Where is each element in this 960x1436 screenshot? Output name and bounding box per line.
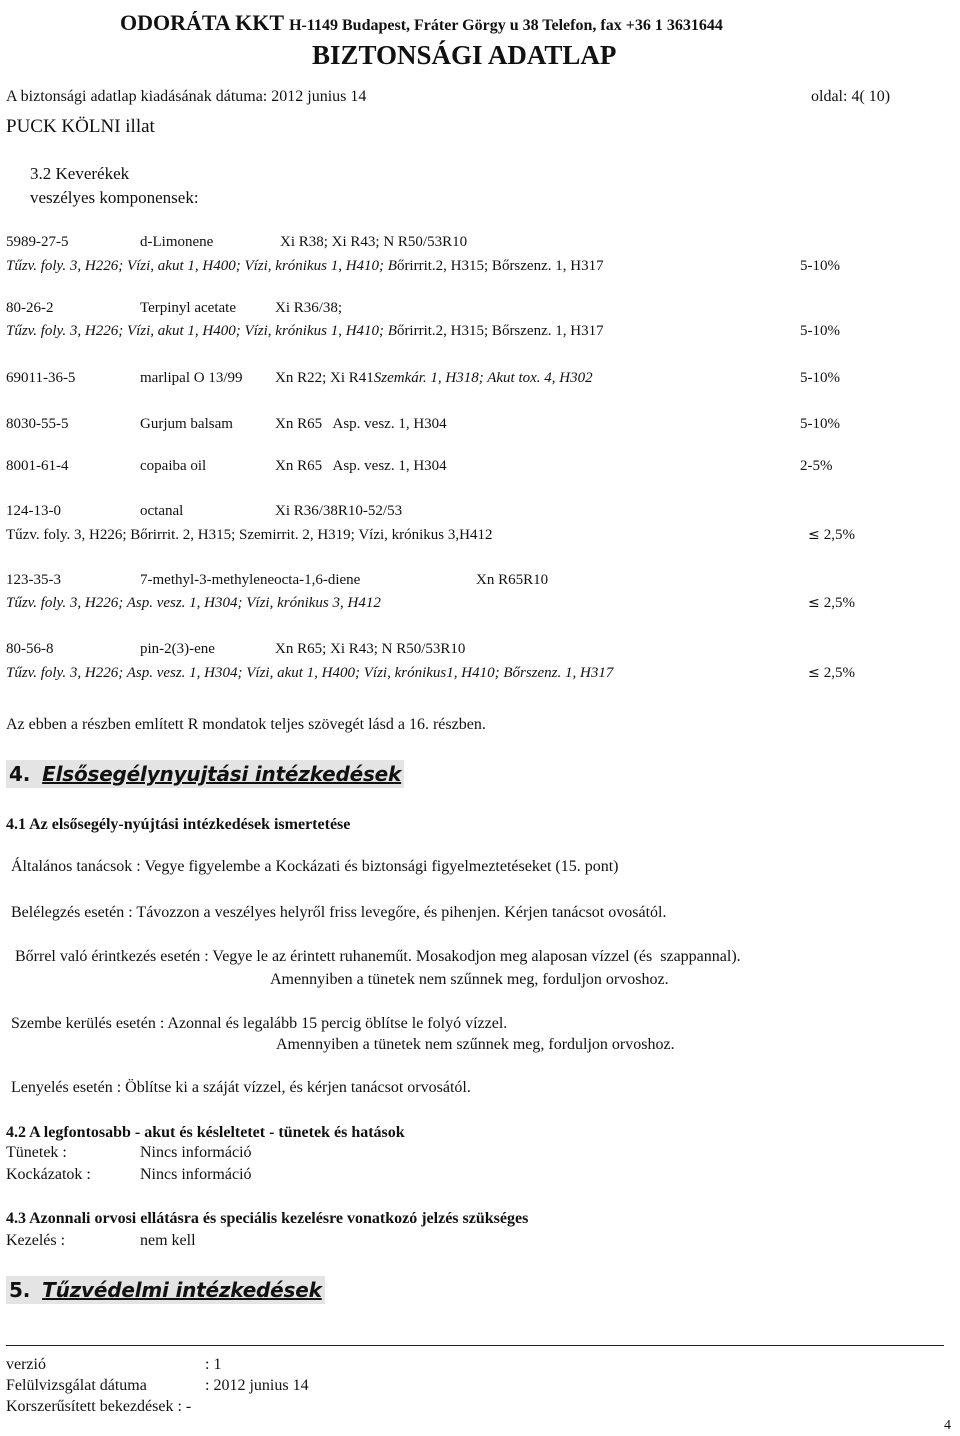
footer-divider xyxy=(6,1345,944,1346)
section-title: Tűzvédelmi intézkedések xyxy=(42,1278,322,1302)
classification-part: Tűzv. foly. 3, H226; Vízi, akut 1, H400; Vízi, krónikus 1, H410; B xyxy=(6,258,397,274)
component-percentage: 5-10% xyxy=(800,258,840,274)
component-name: pin-2(3)-ene xyxy=(140,641,215,657)
section-number: 5. xyxy=(9,1278,31,1302)
component-percentage: 5-10% xyxy=(800,370,840,386)
version-value: : 1 xyxy=(205,1356,222,1373)
eye-contact-followup: Amennyiben a tünetek nem szűnnek meg, forduljon orvoshoz. xyxy=(276,1036,675,1053)
component-percentage: 2-5% xyxy=(800,458,833,474)
product-name: PUCK KÖLNI illat xyxy=(6,116,155,137)
symptoms-label: Tünetek : xyxy=(6,1144,67,1161)
version-label: verzió xyxy=(6,1356,46,1373)
component-classification: Tűzv. foly. 3, H226; Asp. vesz. 1, H304; Vízi, akut 1, H400; Vízi, krónikus1, H410; Bőrszenz. 1, H317 xyxy=(6,665,614,681)
percentage-value: 2,5% xyxy=(823,527,855,543)
component-percentage xyxy=(808,595,855,612)
risk-classification: Szemkár. 1, H318; Akut tox. 4, H302 xyxy=(373,370,593,386)
component-cas: 69011-36-5 xyxy=(6,370,76,386)
review-date-value: : 2012 junius 14 xyxy=(205,1377,309,1394)
classification-part: Tűzv. foly. 3, H226; Vízi, akut 1, H400; Vízi, krónikus 1, H410; B xyxy=(6,323,397,339)
mixtures-subheading: veszélyes komponensek: xyxy=(30,188,199,207)
subsection-4-1: 4.1 Az elsősegély-nyújtási intézkedések ismertetése xyxy=(6,816,351,833)
classification-part: őrszenz. 1, H317 xyxy=(501,323,604,339)
updated-sections: Korszerűsített bekezdések : - xyxy=(6,1398,192,1415)
component-cas: 5989-27-5 xyxy=(6,234,69,250)
review-date-label: Felülvizsgálat dátuma xyxy=(6,1377,147,1394)
component-risk: Xn R65R10 xyxy=(476,572,549,588)
classification-part: őrirrit.2, H315; B xyxy=(396,258,502,274)
company-header xyxy=(120,10,723,36)
less-equal-icon: ≤ xyxy=(808,665,820,681)
general-advice: Általános tanácsok : Vegye figyelembe a Kockázati és biztonsági figyelmeztetéseket (15. pont) xyxy=(11,858,619,875)
component-classification xyxy=(6,258,604,275)
eye-contact-advice: Szembe kerülés esetén : Azonnal és legalább 15 percig öblítse le folyó vízzel. xyxy=(11,1015,508,1032)
risks-value: Nincs információ xyxy=(140,1166,252,1183)
component-name: Gurjum balsam xyxy=(140,416,233,432)
component-risk: Xn R65; Xi R43; N R50/53R10 xyxy=(275,641,466,657)
component-risk: Xi R38; Xi R43; N R50/53R10 xyxy=(280,234,468,250)
component-risk xyxy=(275,370,593,387)
component-classification: Tűzv. foly. 3, H226; Bőrirrit. 2, H315; Szemirrit. 2, H319; Vízi, krónikus 3,H412 xyxy=(6,527,493,543)
less-equal-icon: ≤ xyxy=(808,595,820,611)
component-percentage: 5-10% xyxy=(800,416,840,432)
section-title: Elsősegélynyujtási intézkedések xyxy=(42,762,402,786)
page-number: 4 xyxy=(944,1418,951,1433)
skin-contact-followup: Amennyiben a tünetek nem szűnnek meg, forduljon orvoshoz. xyxy=(270,971,669,988)
risks-label: Kockázatok : xyxy=(6,1166,91,1183)
inhalation-advice: Belélegzés esetén : Távozzon a veszélyes helyről friss levegőre, és pihenjen. Kérjen tanácsot ovosától. xyxy=(11,904,667,921)
treatment-value: nem kell xyxy=(140,1232,196,1249)
component-cas: 124-13-0 xyxy=(6,503,61,519)
page-indicator: oldal: 4( 10) xyxy=(811,88,891,105)
component-name: Terpinyl acetate xyxy=(140,300,236,316)
component-risk: Xi R36/38R10-52/53 xyxy=(275,503,403,519)
document-title: BIZTONSÁGI ADATLAP xyxy=(312,40,617,70)
classification-part: őrirrit.2, H315; B xyxy=(396,323,502,339)
less-equal-icon: ≤ xyxy=(808,527,820,543)
component-cas: 8030-55-5 xyxy=(6,416,69,432)
section-4-heading xyxy=(6,760,404,788)
component-cas: 80-26-2 xyxy=(6,300,54,316)
component-classification xyxy=(6,323,604,340)
component-name: octanal xyxy=(140,503,184,519)
mixtures-heading: 3.2 Keverékek xyxy=(30,164,130,183)
component-classification: Tűzv. foly. 3, H226; Asp. vesz. 1, H304; Vízi, krónikus 3, H412 xyxy=(6,595,381,611)
component-percentage xyxy=(808,527,855,544)
issue-date: A biztonsági adatlap kiadásának dátuma: 2012 junius 14 xyxy=(6,88,367,105)
classification-part: őrszenz. 1, H317 xyxy=(501,258,604,274)
component-name: marlipal O 13/99 xyxy=(140,370,243,386)
component-name: copaiba oil xyxy=(140,458,207,474)
component-name: d-Limonene xyxy=(140,234,214,250)
symptoms-value: Nincs információ xyxy=(140,1144,252,1161)
subsection-4-3: 4.3 Azonnali orvosi ellátásra és speciális kezelésre vonatkozó jelzés szükséges xyxy=(6,1210,529,1227)
component-cas: 8001-61-4 xyxy=(6,458,69,474)
skin-contact-advice: Bőrrel való érintkezés esetén : Vegye le az érintett ruhaneműt. Mosakodjon meg alaposan vízzel (és szappannal). xyxy=(15,948,741,965)
component-cas: 123-35-3 xyxy=(6,572,61,588)
section-number: 4. xyxy=(9,762,31,786)
section-5-heading xyxy=(6,1276,325,1304)
component-cas: 80-56-8 xyxy=(6,641,54,657)
component-risk: Xn R65 Asp. vesz. 1, H304 xyxy=(275,416,447,432)
percentage-value: 2,5% xyxy=(823,665,855,681)
percentage-value: 2,5% xyxy=(823,595,855,611)
component-name: 7-methyl-3-methyleneocta-1,6-diene xyxy=(140,572,361,588)
component-percentage: 5-10% xyxy=(800,323,840,339)
ingestion-advice: Lenyelés esetén : Öblítse ki a száját vízzel, és kérjen tanácsot orvosától. xyxy=(11,1079,471,1096)
component-percentage xyxy=(808,665,855,682)
component-risk: Xn R65 Asp. vesz. 1, H304 xyxy=(275,458,447,474)
treatment-label: Kezelés : xyxy=(6,1232,66,1249)
component-risk: Xi R36/38; xyxy=(275,300,343,316)
risk-text: Xn R22; Xi R41 xyxy=(275,370,374,386)
company-address: H-1149 Budapest, Fráter Görgy u 38 Telefon, fax +36 1 3631644 xyxy=(289,17,723,34)
subsection-4-2: 4.2 A legfontosabb - akut és késleltetet - tünetek és hatások xyxy=(6,1124,405,1141)
company-name: ODORÁTA KKT xyxy=(120,10,284,35)
r-phrases-note: Az ebben a részben említett R mondatok teljes szövegét lásd a 16. részben. xyxy=(6,716,486,733)
